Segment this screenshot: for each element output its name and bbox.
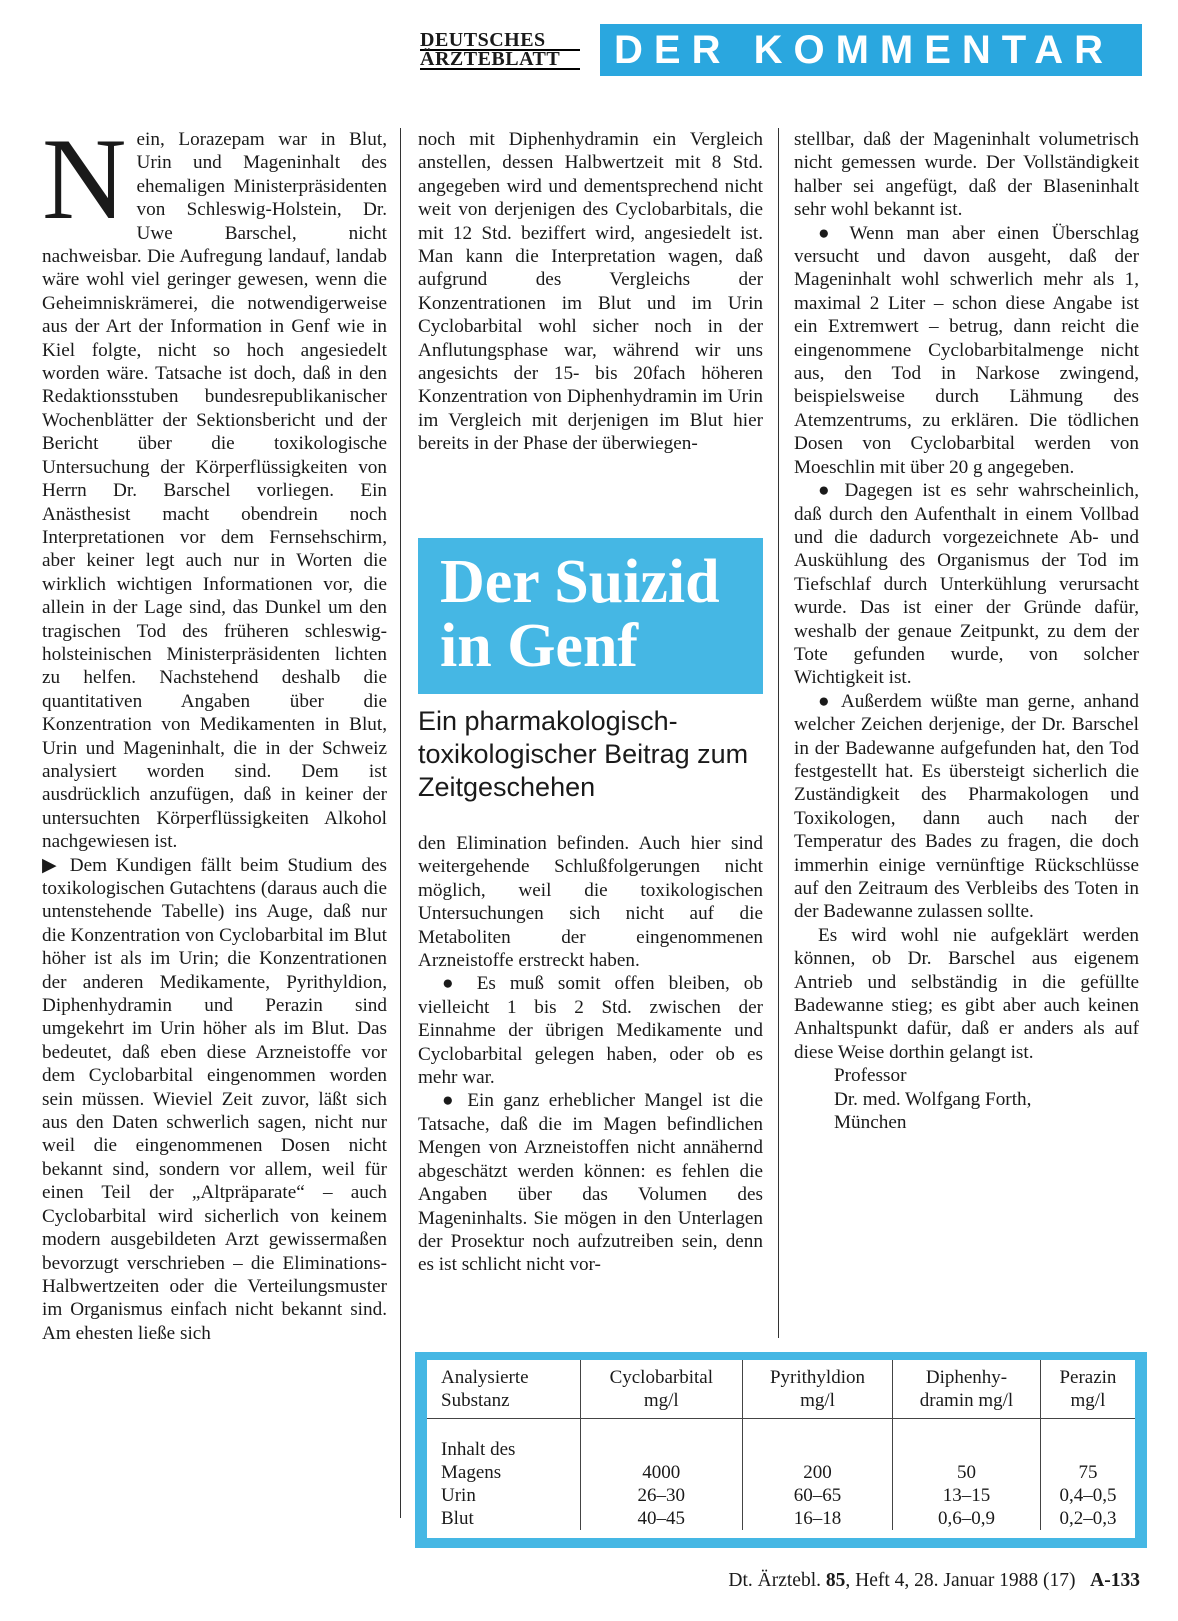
paragraph: ● Wenn man aber einen Überschlag versucht und davon ausgeht, daß der Mageninhalt wohl schwerlich mehr als 1, maximal 2 Liter – schon diese Angabe ist ein Extremwert – betrug, dann reicht die eingenommene Cyclobarbitalmenge nicht aus, den Tod in Narkose zwingend, beispielsweise durch Lähmung des Atemzentrums, zu erklären. Die tödlichen Dosen von Cyclobarbital werden von Moeschlin mit über 20 g angegeben. — [794, 222, 1139, 478]
table-header-row — [427, 1360, 1135, 1419]
footer-page: A-133 — [1090, 1570, 1140, 1591]
table-cell: Inhalt des — [427, 1419, 580, 1461]
column-divider — [400, 128, 401, 1518]
article-column-1 — [42, 115, 387, 1345]
concentration-table — [427, 1360, 1135, 1530]
paragraph: ▶ Dem Kundigen fällt beim Studium des toxikologischen Gutachtens (daraus auch die untenstehende Tabelle) ins Auge, daß nur die Konzentration von Cyclobarbital im Blut höher ist als im Urin; die Konzentrationen der anderen Medikamente, Pyrithyldion, Diphenhydramin und Perazin sind umgekehrt im Urin höher als im Blut. Das bedeutet, daß eben diese Arzneistoffe vor dem Cyclobarbital eingenommen worden sein müssen. Wieviel Zeit zuvor, läßt sich aus den Daten schwerlich sagen, nicht nur weil die eingenommenen Dosen nicht bekannt sind, sondern vor allem, weil für einen Teil der „Altpräparate“ – auch Cyclobarbital wird sicherlich von keinem modern ausgebildeten Arzt gewissermaßen bevorzugt verschrieben – die Eliminations-Halbwertzeiten oder die Verteilungsmuster im Organismus einfach nicht bekannt sind. Am ehesten ließe sich — [42, 854, 387, 1344]
table-header: Cyclobarbital mg/l — [580, 1360, 742, 1419]
table-header: Analysierte Substanz — [427, 1360, 580, 1419]
column-divider — [778, 128, 779, 1338]
table-cell: 50 — [893, 1461, 1041, 1484]
table-cell: 40–45 — [580, 1507, 742, 1530]
publication-line-2: ÄRZTEBLATT — [420, 51, 580, 70]
table-header: Diphenhy- dramin mg/l — [893, 1360, 1041, 1419]
table-cell: 0,6–0,9 — [893, 1507, 1041, 1530]
table-row — [427, 1419, 1135, 1461]
table-cell: 60–65 — [742, 1484, 892, 1507]
table-row — [427, 1507, 1135, 1530]
table-cell: 0,2–0,3 — [1059, 1507, 1117, 1529]
paragraph: ● Dagegen ist es sehr wahrscheinlich, daß durch den Aufenthalt in einem Vollbad und die dadurch vorgezeichnete Ab- und Auskühlung des Organismus der Tod im Tiefschlaf durch Unterkühlung verursacht wurde. Das ist einer der Gründe dafür, weshalb der genaue Zeitpunkt, zu dem der Tote gefunden wurde, von solcher Wichtigkeit ist. — [794, 480, 1139, 689]
table-header: Perazin mg/l — [1040, 1360, 1135, 1419]
table-row — [427, 1484, 1135, 1507]
footer-journal: Dt. Ärztebl. — [728, 1570, 822, 1591]
table-cell: 16–18 — [742, 1507, 892, 1530]
table-cell: 75 — [1078, 1461, 1098, 1483]
publication-line-1: DEUTSCHES — [420, 32, 580, 51]
author-line: Dr. med. Wolfgang Forth, — [834, 1088, 1032, 1110]
article-column-3 — [794, 128, 1139, 1134]
table-header: Pyrithyldion mg/l — [742, 1360, 892, 1419]
table-cell: 0,4–0,5 — [1059, 1484, 1117, 1506]
article-title: Der Suizid in Genf — [440, 548, 720, 680]
table-row — [427, 1461, 1135, 1484]
author-line: München — [834, 1112, 907, 1134]
paragraph: den Elimination befinden. Auch hier sind weitergehende Schlußfolgerungen nicht möglich, weil die toxikologischen Untersuchungen sich nicht auf die Metaboliten der eingenommenen Arzneistoffe erstreckt haben. — [418, 833, 763, 972]
table-cell: Blut — [427, 1507, 580, 1530]
paragraph: ● Ein ganz erheblicher Mangel ist die Tatsache, daß die im Magen befindlichen Mengen von Arzneistoffen nicht annähernd abgeschätzt werden können: es fehlen die Angaben über das Volumen des Mageninhalts. Sie mögen in den Unterlagen der Prosektur noch aufzutreiben sein, denn es ist schlicht nicht vor- — [418, 1090, 763, 1276]
table-cell: 26–30 — [580, 1484, 742, 1507]
paragraph: ein, Lorazepam war in Blut, Urin und Mageninhalt des ehemaligen Ministerpräsidenten von Schleswig-Holstein, Dr. Uwe Barschel, nicht nachweisbar. Die Aufregung landauf, landab wäre wohl viel geringer gewesen, wenn die Geheimniskrämerei, die notwendigerweise aus der Art der Information in Genf wie in Kiel folgte, nicht so hoch angesiedelt worden wäre. Tatsache ist doch, daß in den Redaktionsstuben bundesrepublikanischer Wochenblätter der Sektionsbericht und der Bericht über die toxikologische Untersuchung der Körperflüssigkeiten von Herrn Dr. Barschel vorliegen. Ein Anästhesist macht obendrein noch Interpretationen vor dem Fernsehschirm, aber keiner legt auch nur in Worten die wirklich wichtigen Informationen vor, die allein in der Lage sind, das Dunkel um den tragischen Tod des früheren schleswig-holsteinischen Ministerpräsidenten lichten zu helfen. Nachstehend deshalb die quantitativen Angaben über die Konzentration von Medikamenten in Blut, Urin und Mageninhalt, die in der Schweiz analysiert worden sind. Dem ist ausdrücklich anzufügen, daß in keiner der untersuchten Körperflüssigkeiten Alkohol nachgewiesen ist. — [42, 129, 387, 853]
table-cell — [580, 1419, 742, 1461]
table-cell — [893, 1419, 1041, 1461]
table-cell: Urin — [427, 1484, 580, 1507]
paragraph: noch mit Diphenhydramin ein Vergleich anstellen, dessen Halbwertzeit mit 8 Std. angegeben wird und dementsprechend nicht weit von derjenigen des Cyclobarbitals, die mit 12 Std. beziffert wird, angesiedelt ist. Man kann die Interpretation wagen, daß aufgrund des Vergleichs der Konzentrationen im Blut und im Urin Cyclobarbital wohl sicher noch in der Anflutungsphase war, während wir uns angesichts der 15- bis 20fach höheren Konzentration von Diphenhydramin im Urin im Vergleich mit derjenigen im Blut hier bereits in der Phase der überwiegen- — [418, 129, 763, 455]
paragraph: Es wird wohl nie aufgeklärt werden können, ob Dr. Barschel aus eigenem Antrieb und selbständig in die gefüllte Badewanne stieg; es gibt aber auch keinen Anhaltspunkt dafür, daß er anders als auf diese Weise dorthin gelangt ist. — [794, 924, 1139, 1063]
article-column-2-bottom — [418, 832, 763, 1277]
page-footer — [640, 1570, 1140, 1592]
article-column-2-top — [418, 128, 763, 456]
publication-logo — [420, 29, 580, 70]
table-cell: 4000 — [580, 1461, 742, 1484]
paragraph: ● Es muß somit offen bleiben, ob vielleicht 1 bis 2 Std. zwischen der Einnahme der übrigen Medikamente und Cyclobarbital gelegen haben, oder ob es mehr war. — [418, 973, 763, 1089]
table-cell: Magens — [427, 1461, 580, 1484]
article-title-box — [418, 538, 763, 694]
concentration-table-box — [415, 1352, 1147, 1548]
footer-issue: , Heft 4, 28. Januar 1988 (17) — [845, 1570, 1076, 1591]
section-banner: DER KOMMENTAR — [600, 24, 1142, 76]
table-cell: 200 — [742, 1461, 892, 1484]
footer-volume: 85 — [825, 1570, 846, 1591]
paragraph: stellbar, daß der Mageninhalt volumetrisch nicht gemessen wurde. Der Vollständigkeit halber sei angefügt, daß der Blaseninhalt sehr wohl bekannt ist. — [794, 129, 1139, 221]
table-cell: 13–15 — [893, 1484, 1041, 1507]
author-line: Professor — [834, 1065, 907, 1087]
table-cell — [1040, 1419, 1135, 1461]
table-cell — [742, 1419, 892, 1461]
paragraph: ● Außerdem wüßte man gerne, anhand welcher Zeichen derjenige, der Dr. Barschel in der Badewanne aufgefunden hat, den Tod festgestellt hat. Es übersteigt sicherlich die Zuständigkeit des Pharmakologen und Toxikologen, dann auch nach der Temperatur des Bades zu fragen, die doch immerhin einige vernünftige Rückschlüsse auf den Zeitraum des Verbleibs des Toten in der Badewanne zulassen sollte. — [794, 690, 1139, 923]
article-subtitle: Ein pharmakologisch-toxikologischer Beitrag zum Zeitgeschehen — [418, 706, 749, 802]
drop-cap: N — [42, 115, 127, 244]
